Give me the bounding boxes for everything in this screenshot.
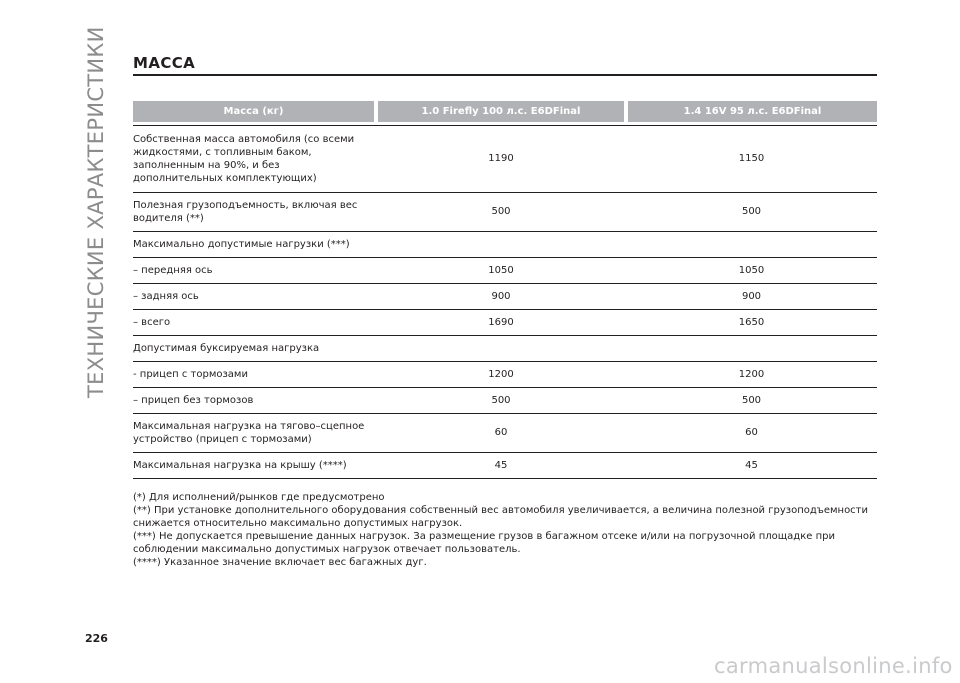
row-label: - прицеп с тормозами (133, 361, 376, 387)
table-row (133, 413, 877, 452)
row-value-firefly: 60 (376, 413, 626, 452)
row-value-firefly: 1190 (376, 125, 626, 192)
row-value-firefly (376, 231, 626, 257)
table-header-row (133, 101, 877, 122)
section-title-vertical: ТЕХНИЧЕСКИЕ ХАРАКТЕРИСТИКИ (84, 26, 108, 398)
row-value-16v: 500 (626, 387, 877, 413)
row-value-16v (626, 231, 877, 257)
watermark: carmanualsonline.info (714, 654, 953, 678)
row-value-firefly: 45 (376, 452, 626, 478)
row-value-16v: 1150 (626, 125, 877, 192)
footnotes (133, 491, 883, 569)
row-value-16v: 1200 (626, 361, 877, 387)
row-value-firefly (376, 335, 626, 361)
row-value-16v: 500 (626, 192, 877, 231)
row-label: Максимально допустимые нагрузки (***) (133, 231, 376, 257)
header-engine-16v: 1.4 16V 95 л.с. E6DFinal (626, 101, 877, 122)
row-label: Собственная масса автомобиля (со всеми жидкостями, с топливным баком, заполненным на 90%, и без дополнительных комплектующих) (133, 125, 376, 192)
row-value-firefly: 500 (376, 387, 626, 413)
row-value-firefly: 1200 (376, 361, 626, 387)
page-number: 226 (85, 632, 108, 645)
title-divider (133, 74, 877, 76)
table-row (133, 452, 877, 478)
table-row (133, 257, 877, 283)
row-value-16v (626, 335, 877, 361)
row-label: – задняя ось (133, 283, 376, 309)
footnote: (***) Не допускается превышение данных нагрузок. За размещение грузов в багажном отсеке и/или на погрузочной площадке при соблюдении максимально допустимых нагрузок отвечает пользователь. (133, 531, 835, 555)
page-title: МАССА (133, 54, 196, 72)
row-value-16v: 1650 (626, 309, 877, 335)
header-engine-firefly: 1.0 Firefly 100 л.с. E6DFinal (376, 101, 626, 122)
row-label: Полезная грузоподъемность, включая вес водителя (**) (133, 192, 376, 231)
row-value-16v: 60 (626, 413, 877, 452)
table-row (133, 125, 877, 192)
table-row (133, 361, 877, 387)
table-row (133, 387, 877, 413)
row-label: – всего (133, 309, 376, 335)
header-mass: Масса (кг) (133, 101, 376, 122)
row-value-firefly: 900 (376, 283, 626, 309)
footnote: (*) Для исполнений/рынков где предусмотрено (133, 492, 385, 503)
footnote: (**) При установке дополнительного оборудования собственный вес автомобиля увеличивается, а величина полезной грузоподъемности снижается относительно максимально допустимых нагрузок. (133, 505, 869, 529)
mass-table (133, 101, 877, 479)
table-row (133, 192, 877, 231)
row-value-firefly: 1690 (376, 309, 626, 335)
row-label: – передняя ось (133, 257, 376, 283)
table-row (133, 335, 877, 361)
row-value-16v: 900 (626, 283, 877, 309)
row-label: Максимальная нагрузка на тягово–сцепное устройство (прицеп с тормозами) (133, 413, 376, 452)
row-label: Допустимая буксируемая нагрузка (133, 335, 376, 361)
table-row (133, 231, 877, 257)
table-row (133, 283, 877, 309)
row-value-16v: 1050 (626, 257, 877, 283)
row-value-firefly: 500 (376, 192, 626, 231)
footnote: (****) Указанное значение включает вес багажных дуг. (133, 557, 427, 568)
table-row (133, 309, 877, 335)
row-value-firefly: 1050 (376, 257, 626, 283)
row-label: Максимальная нагрузка на крышу (****) (133, 452, 376, 478)
row-label: – прицеп без тормозов (133, 387, 376, 413)
row-value-16v: 45 (626, 452, 877, 478)
